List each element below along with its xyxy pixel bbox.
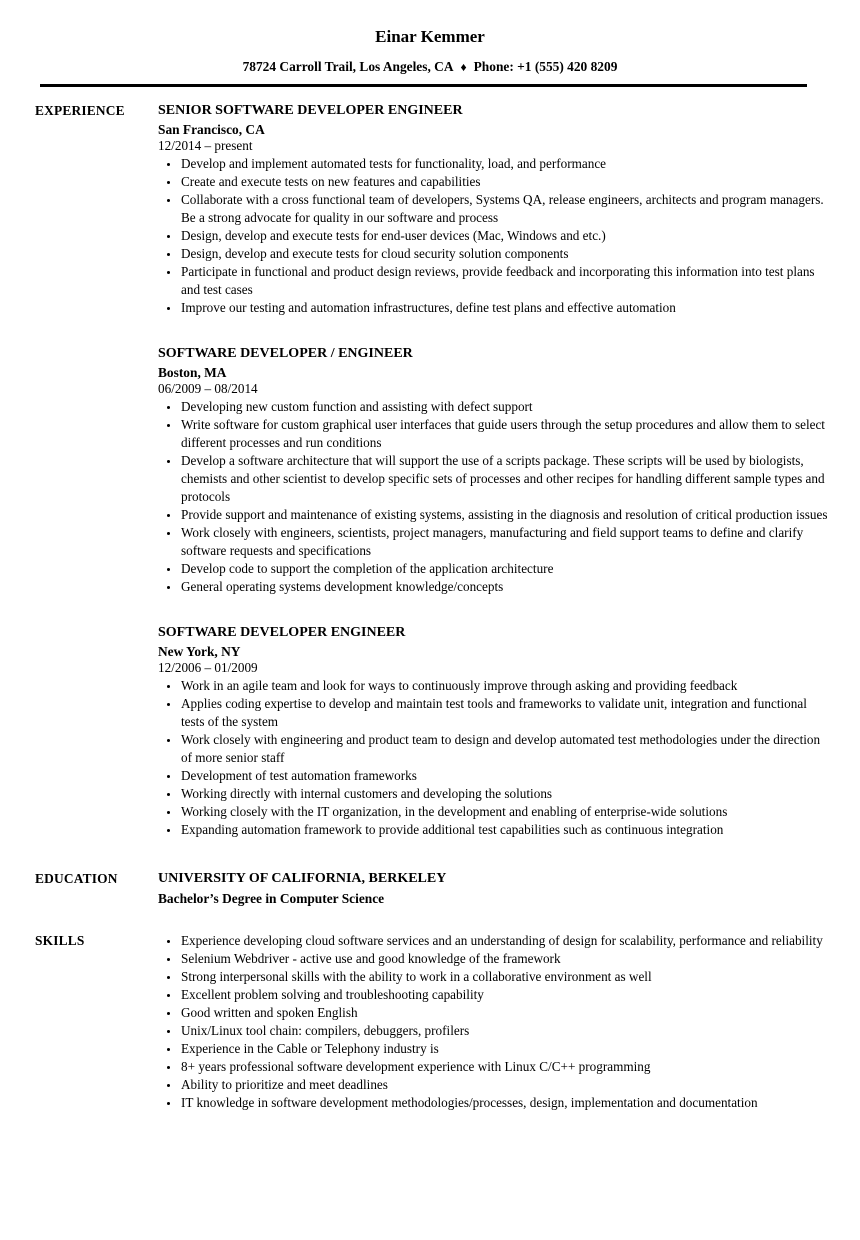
skills-content [158,931,833,1112]
job-location: San Francisco, CA [158,122,265,137]
bullet-item: • General operating systems development knowledge/concepts [180,578,833,596]
bullet-item: • IT knowledge in software development methodologies/processes, design, implementation and documentation [180,1094,833,1112]
bullet-item: • Improve our testing and automation infrastructures, define test plans and effective automation [180,299,833,317]
resume-body [35,101,833,1112]
phone-text: Phone: +1 (555) 420 8209 [473,59,618,74]
bullet-item: • Develop and implement automated tests for functionality, load, and performance [180,155,833,173]
bullet-item: • Good written and spoken English [180,1004,833,1022]
section-label-education: EDUCATION [35,871,118,886]
job-dates: 12/2006 – 01/2009 [158,660,258,675]
bullet-item: • Applies coding expertise to develop and maintain test tools and frameworks to validate unit, integration and functional tests of the system [180,695,833,731]
job-dates: 06/2009 – 08/2014 [158,381,258,396]
bullet-item: • Develop a software architecture that will support the use of a scripts package. These scripts will be used by biologists, chemists and other scientist to develop specific sets of processes and other recipes for handling different sample types and protocols [180,452,833,506]
candidate-name: Einar Kemmer [375,27,485,46]
job-dates: 12/2014 – present [158,138,253,153]
job-bullet-list [158,398,833,596]
bullet-item: • Provide support and maintenance of existing systems, assisting in the diagnosis and resolution of critical production issues [180,506,833,524]
diamond-separator-icon: ♦ [460,60,467,74]
bullet-item: • Design, develop and execute tests for cloud security solution components [180,245,833,263]
bullet-item: • Ability to prioritize and meet deadlines [180,1076,833,1094]
bullet-item: • Develop code to support the completion of the application architecture [180,560,833,578]
education-section [35,869,833,908]
experience-content [158,101,833,839]
bullet-item: • Experience developing cloud software services and an understanding of design for scalability, performance and reliability [180,932,833,950]
bullet-item: • Working closely with the IT organization, in the development and enabling of enterprise-wide solutions [180,803,833,821]
job-title: SOFTWARE DEVELOPER ENGINEER [158,625,406,640]
job-location: New York, NY [158,644,241,659]
header-divider [40,84,807,87]
bullet-item: • 8+ years professional software development experience with Linux C/C++ programming [180,1058,833,1076]
bullet-item: • Work in an agile team and look for ways to continuously improve through asking and providing feedback [180,677,833,695]
bullet-item: • Design, develop and execute tests for end-user devices (Mac, Windows and etc.) [180,227,833,245]
section-label-experience: EXPERIENCE [35,103,125,118]
school-name: UNIVERSITY OF CALIFORNIA, BERKELEY [158,871,447,886]
resume-header [0,0,860,87]
bullet-item: • Expanding automation framework to provide additional test capabilities such as continuous integration [180,821,833,839]
section-label-skills: SKILLS [35,933,85,948]
bullet-item: • Developing new custom function and assisting with defect support [180,398,833,416]
bullet-item: • Excellent problem solving and troubleshooting capability [180,986,833,1004]
job-location: Boston, MA [158,365,227,380]
bullet-item: • Experience in the Cable or Telephony industry is [180,1040,833,1058]
job-bullet-list [158,155,833,317]
job-title: SENIOR SOFTWARE DEVELOPER ENGINEER [158,103,463,118]
job-title: SOFTWARE DEVELOPER / ENGINEER [158,346,413,361]
skills-bullet-list [158,932,833,1112]
bullet-item: • Work closely with engineers, scientists, project managers, manufacturing and field support teams to define and clarify software requests and specifications [180,524,833,560]
bullet-item: • Collaborate with a cross functional team of developers, Systems QA, release engineers, architects and program managers. Be a strong advocate for quality in our software and process [180,191,833,227]
bullet-item: • Unix/Linux tool chain: compilers, debuggers, profilers [180,1022,833,1040]
experience-section [35,101,833,839]
skills-section [35,931,833,1112]
bullet-item: • Selenium Webdriver - active use and good knowledge of the framework [180,950,833,968]
education-content [158,869,833,908]
bullet-item: • Write software for custom graphical user interfaces that guide users through the setup procedures and allow them to select different processes and run conditions [180,416,833,452]
bullet-item: • Strong interpersonal skills with the ability to work in a collaborative environment as well [180,968,833,986]
degree-name: Bachelor’s Degree in Computer Science [158,891,385,906]
bullet-item: • Work closely with engineering and product team to design and develop automated test methodologies under the direction of more senior staff [180,731,833,767]
bullet-item: • Working directly with internal customers and developing the solutions [180,785,833,803]
bullet-item: • Development of test automation frameworks [180,767,833,785]
job-bullet-list [158,677,833,839]
address-text: 78724 Carroll Trail, Los Angeles, CA [242,59,454,74]
job-entry-3 [158,623,833,839]
contact-line [0,59,860,75]
job-entry-2 [158,344,833,596]
job-entry-1 [158,101,833,317]
bullet-item: • Participate in functional and product design reviews, provide feedback and incorporating this information into test plans and test cases [180,263,833,299]
bullet-item: • Create and execute tests on new features and capabilities [180,173,833,191]
